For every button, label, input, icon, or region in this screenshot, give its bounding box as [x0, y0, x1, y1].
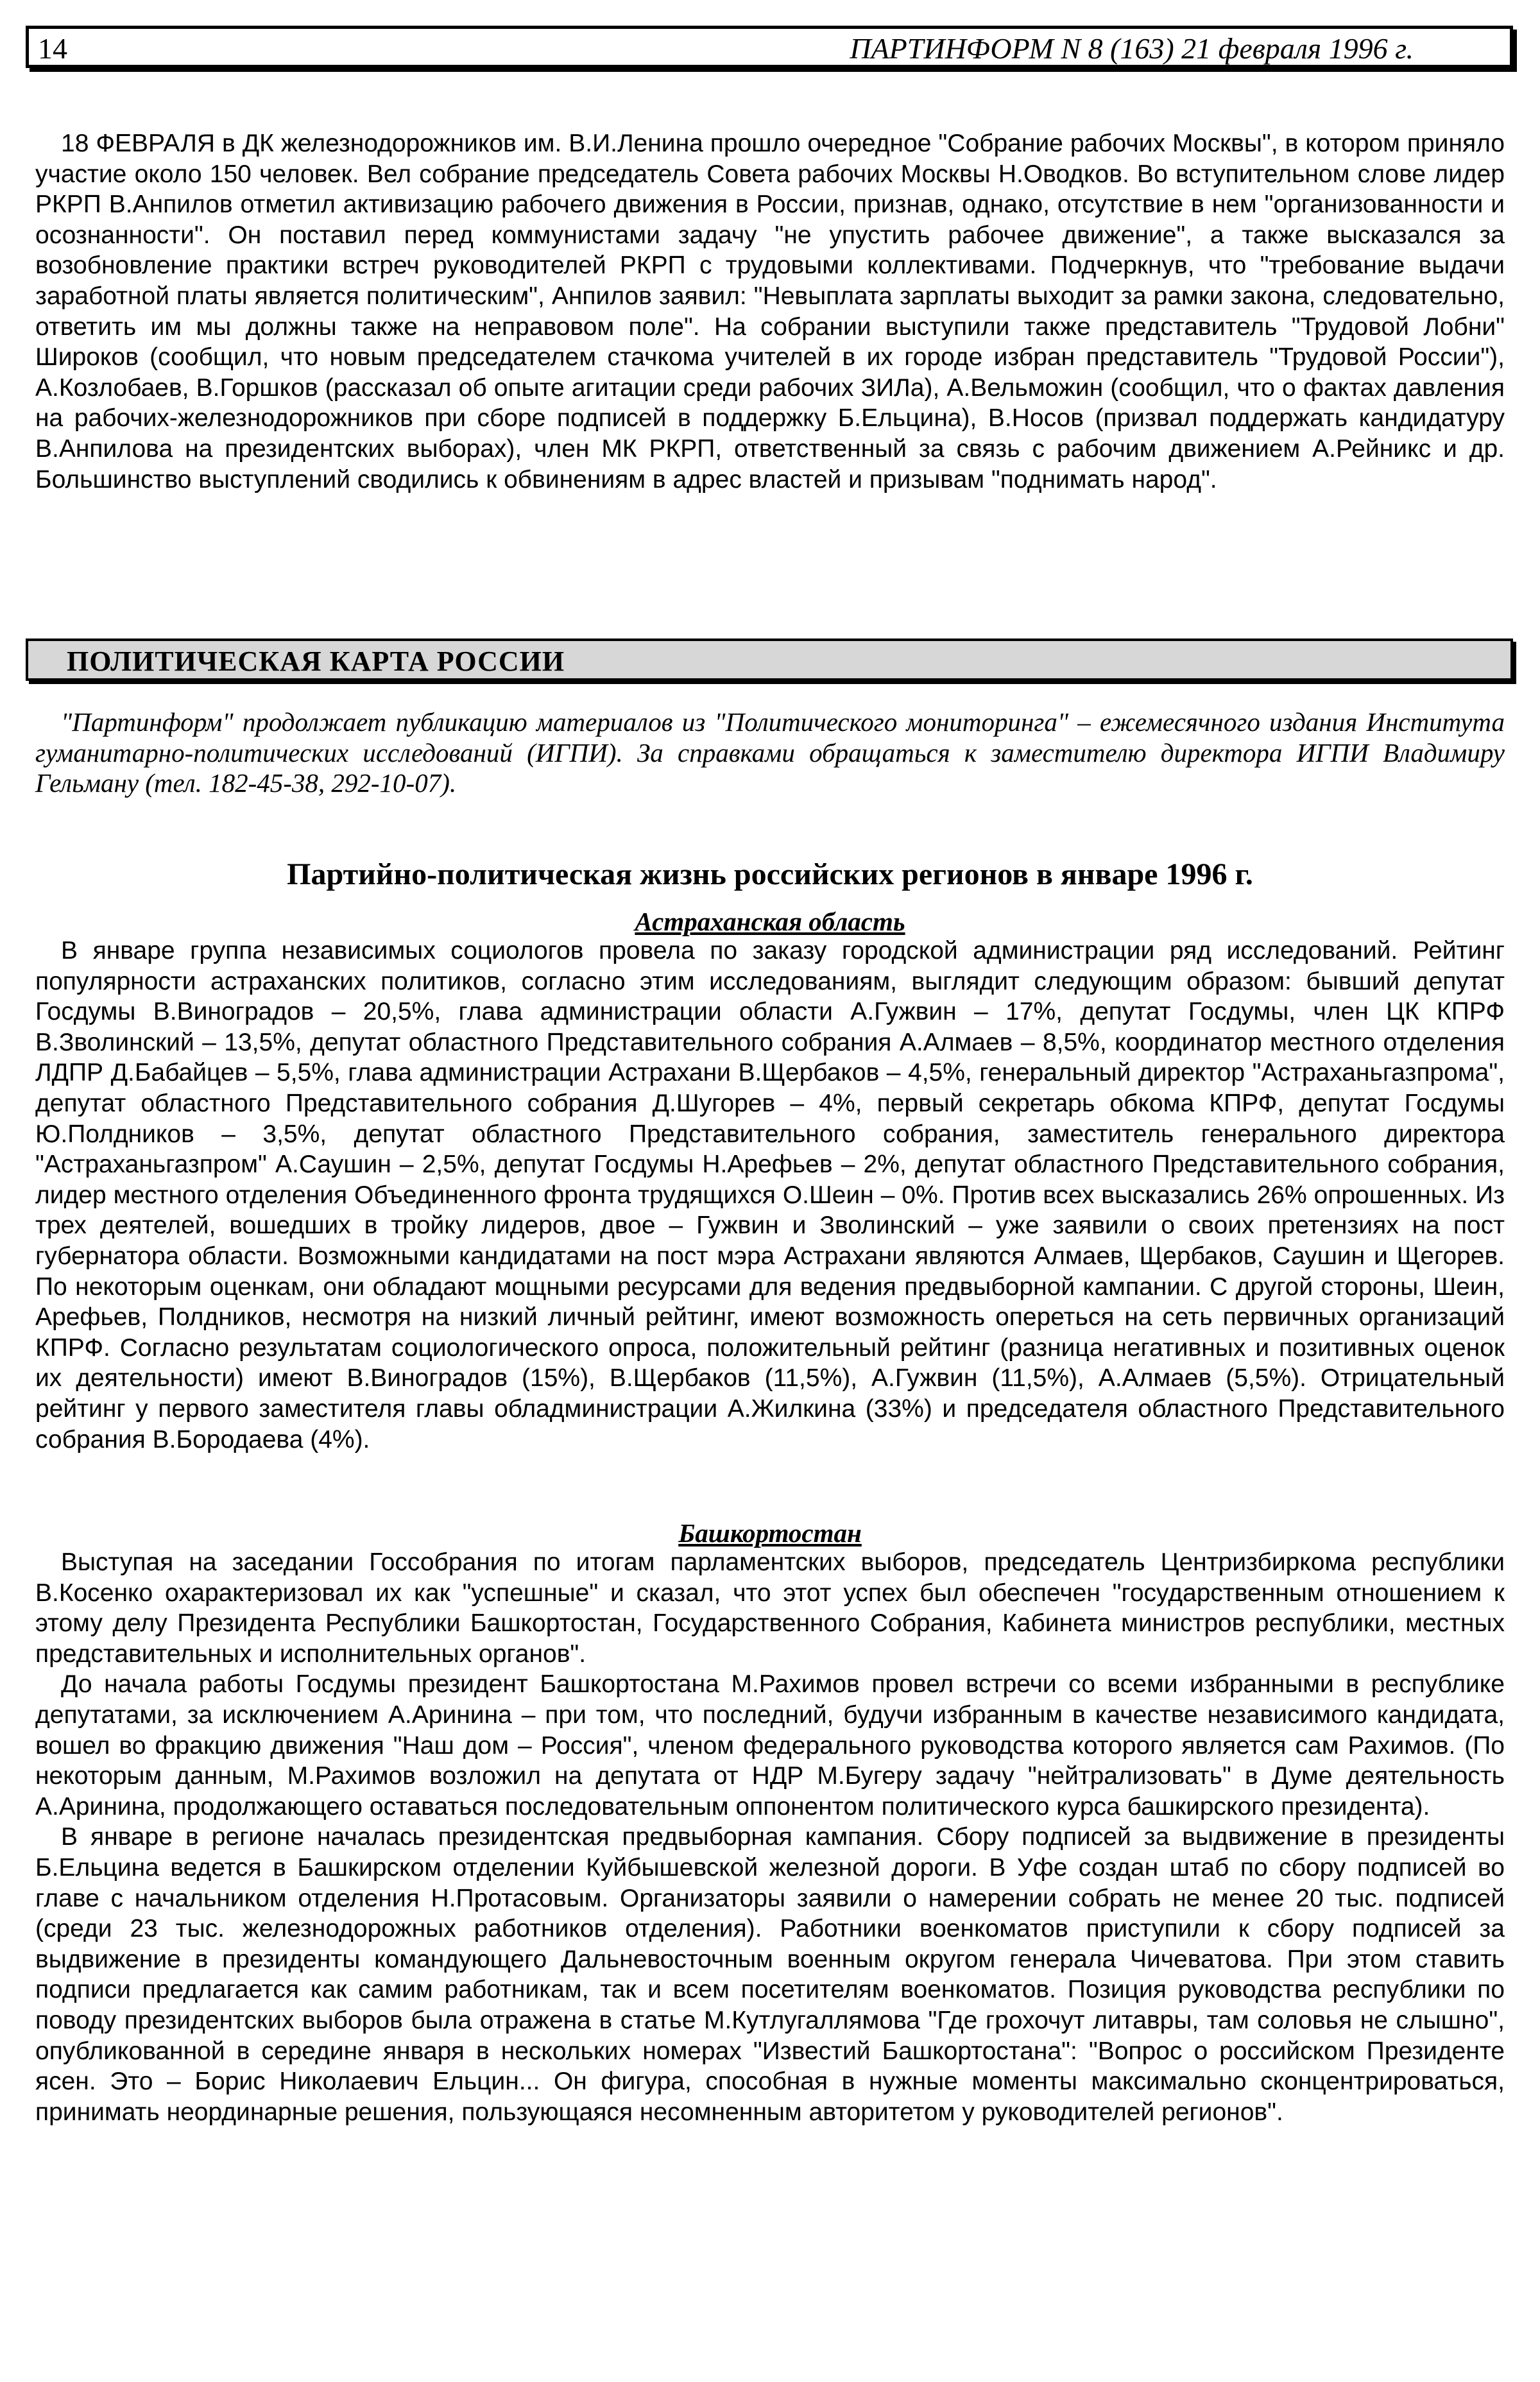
region-heading-astrakhan: Астраханская область: [635, 907, 905, 936]
paragraph: В январе группа независимых социологов провела по заказу городской администрации ряд исследований. Рейтинг популярности астраханских политиков, согласно этим исследованиям, выглядит следующим образом: бывший депутат Госдумы В.Виноградов – 20,5%, глава администрации области А.Гужвин – 17%, депутат Госдумы, член ЦК КПРФ В.Зволинский – 13,5%, депутат областного Представительного собрания А.Алмаев – 8,5%, координатор местного отделения ЛДПР Д.Бабайцев – 5,5%, глава администрации Астрахани В.Щербаков – 4,5%, генеральный директор "Астраханьгазпрома", депутат областного Представительного собрания Д.Шугорев – 4%, первый секретарь обкома КПРФ, депутат Госдумы Ю.Полдников – 3,5%, депутат областного Представительного собрания, заместитель генерального директора "Астраханьгазпром" А.Саушин – 2,5%, депутат Госдумы Н.Арефьев – 2%, депутат областного Представительного собрания, лидер местного отделения Объединенного фронта трудящихся О.Шеин – 0%. Против всех высказались 26% опрошенных. Из трех деятелей, вошедших в тройку лидеров, двое – Гужвин и Зволинский – уже заявили о своих претензиях на пост губернатора области. Возможными кандидатами на пост мэра Астрахани являются Алмаев, Щербаков, Саушин и Щегорев. По некоторым оценкам, они обладают мощными ресурсами для ведения предвыборной кампании. С другой стороны, Шеин, Арефьев, Полдников, несмотря на низкий личный рейтинг, имеют возможность опереться на сеть первичных организаций КПРФ. Согласно результатам социологического опроса, положительный рейтинг (разница негативных и позитивных оценок их деятельности) имеют В.Виноградов (15%), В.Щербаков (11,5%), А.Гужвин (11,5%), А.Алмаев (5,5%). Отрицательный рейтинг у первого заместителя главы обладминистрации А.Жилкина (33%) и председателя областного Представительного собрания В.Бородаева (4%).: [35, 937, 1505, 1453]
intro-paragraph: 18 ФЕВРАЛЯ в ДК железнодорожников им. В.И.Ленина прошло очередное "Собрание рабочих Москвы", в котором приняло участие около 150 человек. Вел собрание председатель Совета рабочих Москвы Н.Оводков. Во вступительном слове лидер РКРП В.Анпилов отметил активизацию рабочего движения в России, признав, однако, отсутствие в нем "организованности и осознанности". Он поставил перед коммунистами задачу "не упустить рабочее движение", а также высказался за возобновление практики встреч руководителей РКРП с трудовыми коллективами. Подчеркнув, что "требование выдачи заработной платы является политическим", Анпилов заявил: "Невыплата зарплаты выходит за рамки закона, следовательно, ответить им мы должны также на неправовом поле". На собрании выступили также представитель "Трудовой Лобни" Широков (сообщил, что новым председателем стачкома учителей в их городе избран представитель "Трудовой России"), А.Козлобаев, В.Горшков (рассказал об опыте агитации среди рабочих ЗИЛа), А.Вельможин (сообщил, что о фактах давления на рабочих-железнодорожников при сборе подписей в поддержку Б.Ельцина), В.Носов (призвал поддержать кандидатуру В.Анпилова на президентских выборах), член МК РКРП, ответственный за связь с рабочим движением А.Рейникс и др. Большинство выступлений сводились к обвинениям в адрес властей и призывам "поднимать народ".: [35, 130, 1505, 493]
region-body-astrakhan: [35, 936, 1505, 1455]
region-heading-bashkortostan: Башкортостан: [678, 1518, 862, 1548]
paragraph: Выступая на заседании Госсобрания по итогам парламентских выборов, председатель Центризбиркома республики В.Косенко охарактеризовал их как "успешные" и сказал, что этот успех был обеспечен "государственным отношением к этому делу Президента Республики Башкортостан, Государственного Собрания, Кабинета министров республики, местных представительных и исполнительных органов".: [35, 1548, 1505, 1668]
page-header: [26, 26, 1513, 68]
publication-line: ПАРТИНФОРМ N 8 (163) 21 февраля 1996 г.: [850, 32, 1414, 65]
page-number: 14: [38, 32, 67, 65]
editor-note: "Партинформ" продолжает публикацию материалов из "Политического мониторинга" – ежемесячного издания Института гуманитарно-политических исследований (ИГПИ). За справками обращаться к заместителю директора ИГПИ Владимиру Гельману (тел. 182-45-38, 292-10-07).: [35, 707, 1505, 798]
section-title: ПОЛИТИЧЕСКАЯ КАРТА РОССИИ: [67, 646, 565, 677]
paragraph: В январе в регионе началась президентская предвыборная кампания. Сбору подписей за выдвижение в президенты Б.Ельцина ведется в Башкирском отделении Куйбышевской железной дороги. В Уфе создан штаб по сбору подписей во главе с начальником отделения Н.Протасовым. Организаторы заявили о намерении собрать не менее 20 тыс. подписей (среди 23 тыс. железнодорожных работников отделения). Работники военкоматов приступили к сбору подписей за выдвижение в президенты командующего Дальневосточным военным округом генерала Чичеватова. При этом ставить подписи предлагается как самим работникам, так и всем посетителям военкоматов. Позиция руководства республики по поводу президентских выборов была отражена в статье М.Кутлугаллямова "Где грохочут литавры, там соловья не слышно", опубликованной в середине января в нескольких номерах "Известий Башкортостана": "Вопрос о российском Президенте ясен. Это – Борис Николаевич Ельцин... Он фигура, способная в нужные моменты максимально сконцентрироваться, принимать неординарные решения, пользующаяся несомненным авторитетом у руководителей регионов".: [35, 1823, 1505, 2126]
newspaper-page: [26, 26, 1514, 2356]
section-bar: [26, 638, 1513, 681]
paragraph: До начала работы Госдумы президент Башкортостана М.Рахимов провел встречи со всеми избранными в республике депутатами, за исключением А.Аринина – при том, что последний, будучи избранным в качестве независимого кандидата, вошел во фракцию движения "Наш дом – Россия", членом федерального руководства которого является сам Рахимов. (По некоторым данным, М.Рахимов возложил на депутата от НДР М.Бугеру задачу "нейтрализовать" в Думе деятельность А.Аринина, продолжающего оставаться последовательным оппонентом политического курса башкирского президента).: [35, 1670, 1505, 1821]
region-body-bashkortostan: [35, 1547, 1505, 2127]
article-title: Партийно-политическая жизнь российских регионов в январе 1996 г.: [287, 857, 1253, 891]
